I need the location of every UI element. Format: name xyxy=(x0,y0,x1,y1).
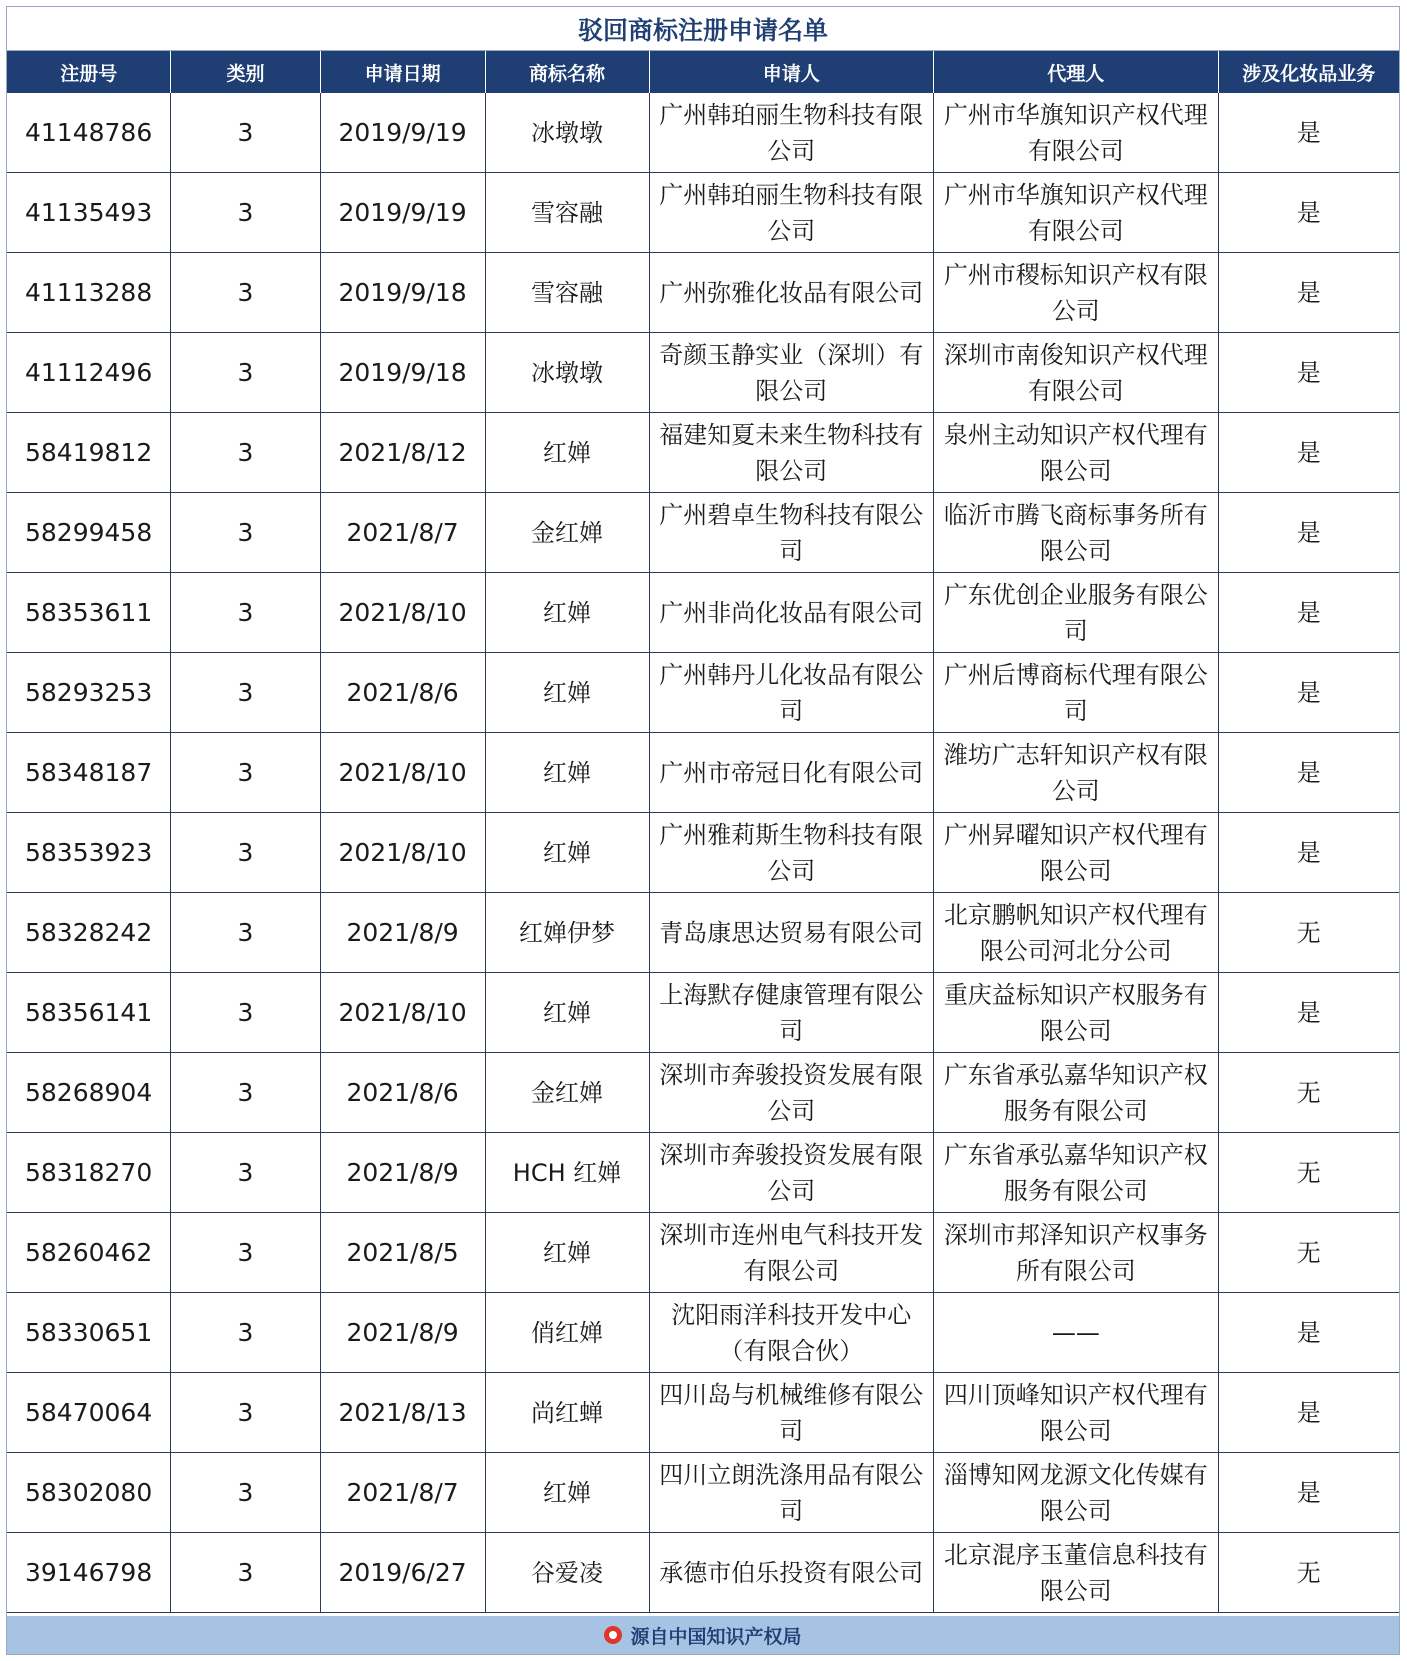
date-cell: 2021/8/10 xyxy=(320,813,485,893)
class-cell: 3 xyxy=(171,733,320,813)
mark-name-cell: 红婵 xyxy=(485,1213,649,1293)
cosmetics-cell: 无 xyxy=(1218,893,1399,973)
col-header-reg-no: 注册号 xyxy=(7,51,171,93)
agent-cell: 深圳市南俊知识产权代理有限公司 xyxy=(934,333,1219,413)
applicant-cell: 承德市伯乐投资有限公司 xyxy=(649,1533,934,1613)
class-cell: 3 xyxy=(171,493,320,573)
applicant-cell: 青岛康思达贸易有限公司 xyxy=(649,893,934,973)
table-row xyxy=(7,1373,1399,1453)
class-cell: 3 xyxy=(171,413,320,493)
table-row xyxy=(7,173,1399,253)
date-cell: 2019/9/19 xyxy=(320,173,485,253)
reg-no-cell: 58348187 xyxy=(7,733,171,813)
reg-no-cell: 41148786 xyxy=(7,93,171,173)
agent-cell: 北京混序玉董信息科技有限公司 xyxy=(934,1533,1219,1613)
class-cell: 3 xyxy=(171,253,320,333)
date-cell: 2021/8/10 xyxy=(320,973,485,1053)
cosmetics-cell: 无 xyxy=(1218,1533,1399,1613)
agent-cell: 广东省承弘嘉华知识产权服务有限公司 xyxy=(934,1053,1219,1133)
date-cell: 2019/9/18 xyxy=(320,333,485,413)
table-row xyxy=(7,413,1399,493)
applicant-cell: 广州非尚化妆品有限公司 xyxy=(649,573,934,653)
applicant-cell: 四川立朗洗涤用品有限公司 xyxy=(649,1453,934,1533)
col-header-class: 类别 xyxy=(171,51,320,93)
date-cell: 2021/8/7 xyxy=(320,493,485,573)
rejection-table xyxy=(7,51,1399,1613)
table-title: 驳回商标注册申请名单 xyxy=(7,7,1399,51)
mark-name-cell: 红婵 xyxy=(485,1453,649,1533)
applicant-cell: 广州碧卓生物科技有限公司 xyxy=(649,493,934,573)
applicant-cell: 广州雅莉斯生物科技有限公司 xyxy=(649,813,934,893)
mark-name-cell: 雪容融 xyxy=(485,253,649,333)
applicant-cell: 广州韩珀丽生物科技有限公司 xyxy=(649,93,934,173)
reg-no-cell: 58356141 xyxy=(7,973,171,1053)
class-cell: 3 xyxy=(171,573,320,653)
class-cell: 3 xyxy=(171,333,320,413)
table-row xyxy=(7,253,1399,333)
col-header-mark: 商标名称 xyxy=(485,51,649,93)
table-row xyxy=(7,1133,1399,1213)
reg-no-cell: 58260462 xyxy=(7,1213,171,1293)
reg-no-cell: 58318270 xyxy=(7,1133,171,1213)
red-eye-logo-icon xyxy=(604,1626,622,1644)
agent-cell: 泉州主动知识产权代理有限公司 xyxy=(934,413,1219,493)
mark-name-cell: 红婵 xyxy=(485,413,649,493)
date-cell: 2021/8/5 xyxy=(320,1213,485,1293)
class-cell: 3 xyxy=(171,653,320,733)
reg-no-cell: 58353611 xyxy=(7,573,171,653)
reg-no-cell: 41135493 xyxy=(7,173,171,253)
mark-name-cell: 红婵 xyxy=(485,573,649,653)
applicant-cell: 沈阳雨洋科技开发中心（有限合伙） xyxy=(649,1293,934,1373)
table-row xyxy=(7,1533,1399,1613)
date-cell: 2021/8/7 xyxy=(320,1453,485,1533)
table-row xyxy=(7,333,1399,413)
mark-name-cell: 红婵 xyxy=(485,733,649,813)
mark-name-cell: 红婵 xyxy=(485,653,649,733)
table-row xyxy=(7,1453,1399,1533)
agent-cell: 广州市稷标知识产权有限公司 xyxy=(934,253,1219,333)
table-row xyxy=(7,733,1399,813)
mark-name-cell: 红婵伊梦 xyxy=(485,893,649,973)
cosmetics-cell: 是 xyxy=(1218,253,1399,333)
applicant-cell: 深圳市连州电气科技开发有限公司 xyxy=(649,1213,934,1293)
class-cell: 3 xyxy=(171,1453,320,1533)
class-cell: 3 xyxy=(171,1213,320,1293)
agent-cell: —— xyxy=(934,1293,1219,1373)
cosmetics-cell: 是 xyxy=(1218,1293,1399,1373)
cosmetics-cell: 无 xyxy=(1218,1213,1399,1293)
reg-no-cell: 58293253 xyxy=(7,653,171,733)
cosmetics-cell: 是 xyxy=(1218,813,1399,893)
reg-no-cell: 58330651 xyxy=(7,1293,171,1373)
mark-name-cell: 金红婵 xyxy=(485,1053,649,1133)
date-cell: 2021/8/10 xyxy=(320,573,485,653)
cosmetics-cell: 是 xyxy=(1218,1373,1399,1453)
agent-cell: 淄博知网龙源文化传媒有限公司 xyxy=(934,1453,1219,1533)
date-cell: 2021/8/13 xyxy=(320,1373,485,1453)
reg-no-cell: 58302080 xyxy=(7,1453,171,1533)
date-cell: 2021/8/10 xyxy=(320,733,485,813)
agent-cell: 广州市华旗知识产权代理有限公司 xyxy=(934,173,1219,253)
date-cell: 2019/9/18 xyxy=(320,253,485,333)
cosmetics-cell: 是 xyxy=(1218,733,1399,813)
agent-cell: 深圳市邦泽知识产权事务所有限公司 xyxy=(934,1213,1219,1293)
class-cell: 3 xyxy=(171,1133,320,1213)
class-cell: 3 xyxy=(171,173,320,253)
class-cell: 3 xyxy=(171,1053,320,1133)
agent-cell: 潍坊广志轩知识产权有限公司 xyxy=(934,733,1219,813)
mark-name-cell: 俏红婵 xyxy=(485,1293,649,1373)
cosmetics-cell: 无 xyxy=(1218,1133,1399,1213)
class-cell: 3 xyxy=(171,973,320,1053)
reg-no-cell: 58299458 xyxy=(7,493,171,573)
applicant-cell: 深圳市奔骏投资发展有限公司 xyxy=(649,1133,934,1213)
mark-name-cell: 冰墩墩 xyxy=(485,333,649,413)
cosmetics-cell: 是 xyxy=(1218,93,1399,173)
applicant-cell: 广州弥雅化妆品有限公司 xyxy=(649,253,934,333)
class-cell: 3 xyxy=(171,893,320,973)
cosmetics-cell: 是 xyxy=(1218,333,1399,413)
date-cell: 2021/8/6 xyxy=(320,1053,485,1133)
applicant-cell: 深圳市奔骏投资发展有限公司 xyxy=(649,1053,934,1133)
class-cell: 3 xyxy=(171,813,320,893)
table-row xyxy=(7,493,1399,573)
applicant-cell: 广州韩丹儿化妆品有限公司 xyxy=(649,653,934,733)
date-cell: 2021/8/12 xyxy=(320,413,485,493)
date-cell: 2019/9/19 xyxy=(320,93,485,173)
agent-cell: 广东优创企业服务有限公司 xyxy=(934,573,1219,653)
cosmetics-cell: 是 xyxy=(1218,493,1399,573)
applicant-cell: 四川岛与机械维修有限公司 xyxy=(649,1373,934,1453)
rejection-list-sheet xyxy=(6,6,1400,1655)
applicant-cell: 上海默存健康管理有限公司 xyxy=(649,973,934,1053)
date-cell: 2021/8/9 xyxy=(320,1133,485,1213)
agent-cell: 广州市华旗知识产权代理有限公司 xyxy=(934,93,1219,173)
cosmetics-cell: 无 xyxy=(1218,1053,1399,1133)
table-row xyxy=(7,813,1399,893)
agent-cell: 临沂市腾飞商标事务所有限公司 xyxy=(934,493,1219,573)
reg-no-cell: 39146798 xyxy=(7,1533,171,1613)
reg-no-cell: 58353923 xyxy=(7,813,171,893)
table-row xyxy=(7,973,1399,1053)
mark-name-cell: 红婵 xyxy=(485,813,649,893)
applicant-cell: 福建知夏未来生物科技有限公司 xyxy=(649,413,934,493)
applicant-cell: 奇颜玉静实业（深圳）有限公司 xyxy=(649,333,934,413)
col-header-cosmetics: 涉及化妆品业务 xyxy=(1218,51,1399,93)
mark-name-cell: 金红婵 xyxy=(485,493,649,573)
applicant-cell: 广州市帝冠日化有限公司 xyxy=(649,733,934,813)
mark-name-cell: HCH 红婵 xyxy=(485,1133,649,1213)
date-cell: 2021/8/9 xyxy=(320,893,485,973)
reg-no-cell: 58419812 xyxy=(7,413,171,493)
reg-no-cell: 58268904 xyxy=(7,1053,171,1133)
mark-name-cell: 冰墩墩 xyxy=(485,93,649,173)
mark-name-cell: 雪容融 xyxy=(485,173,649,253)
source-text: 源自中国知识产权局 xyxy=(630,1625,802,1648)
reg-no-cell: 41113288 xyxy=(7,253,171,333)
reg-no-cell: 58328242 xyxy=(7,893,171,973)
agent-cell: 北京鹏帆知识产权代理有限公司河北分公司 xyxy=(934,893,1219,973)
mark-name-cell: 谷爱凌 xyxy=(485,1533,649,1613)
col-header-applicant: 申请人 xyxy=(649,51,934,93)
table-row xyxy=(7,1053,1399,1133)
agent-cell: 广州后博商标代理有限公司 xyxy=(934,653,1219,733)
cosmetics-cell: 是 xyxy=(1218,1453,1399,1533)
reg-no-cell: 41112496 xyxy=(7,333,171,413)
source-footer xyxy=(7,1616,1399,1654)
cosmetics-cell: 是 xyxy=(1218,973,1399,1053)
agent-cell: 广东省承弘嘉华知识产权服务有限公司 xyxy=(934,1133,1219,1213)
cosmetics-cell: 是 xyxy=(1218,573,1399,653)
header-row xyxy=(7,51,1399,93)
table-row xyxy=(7,653,1399,733)
table-row xyxy=(7,573,1399,653)
mark-name-cell: 尚红蝉 xyxy=(485,1373,649,1453)
date-cell: 2019/6/27 xyxy=(320,1533,485,1613)
table-row xyxy=(7,1293,1399,1373)
agent-cell: 广州昇曜知识产权代理有限公司 xyxy=(934,813,1219,893)
class-cell: 3 xyxy=(171,1373,320,1453)
class-cell: 3 xyxy=(171,1293,320,1373)
agent-cell: 四川顶峰知识产权代理有限公司 xyxy=(934,1373,1219,1453)
class-cell: 3 xyxy=(171,1533,320,1613)
date-cell: 2021/8/9 xyxy=(320,1293,485,1373)
agent-cell: 重庆益标知识产权服务有限公司 xyxy=(934,973,1219,1053)
table-body xyxy=(7,93,1399,1613)
cosmetics-cell: 是 xyxy=(1218,173,1399,253)
col-header-date: 申请日期 xyxy=(320,51,485,93)
table-row xyxy=(7,93,1399,173)
date-cell: 2021/8/6 xyxy=(320,653,485,733)
cosmetics-cell: 是 xyxy=(1218,413,1399,493)
mark-name-cell: 红婵 xyxy=(485,973,649,1053)
table-row xyxy=(7,1213,1399,1293)
class-cell: 3 xyxy=(171,93,320,173)
applicant-cell: 广州韩珀丽生物科技有限公司 xyxy=(649,173,934,253)
col-header-agent: 代理人 xyxy=(934,51,1219,93)
reg-no-cell: 58470064 xyxy=(7,1373,171,1453)
cosmetics-cell: 是 xyxy=(1218,653,1399,733)
table-row xyxy=(7,893,1399,973)
